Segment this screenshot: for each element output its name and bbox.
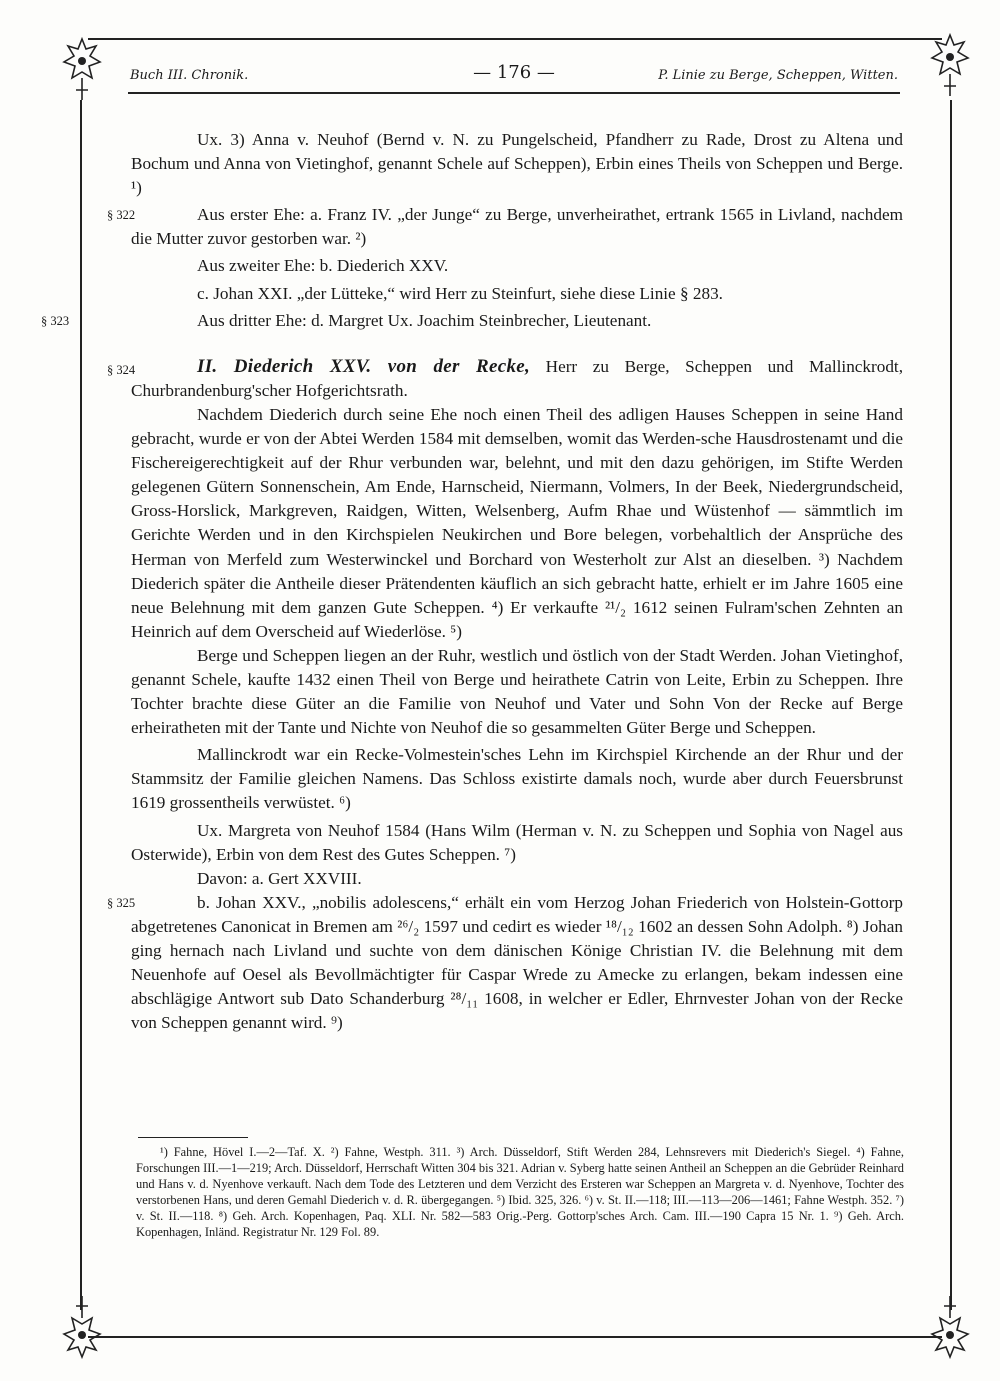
running-header <box>130 64 898 86</box>
paragraph: § 323 Aus dritter Ehe: d. Margret Ux. Joachim Steinbrecher, Lieutenant. <box>131 309 903 333</box>
footnote-rule <box>138 1137 248 1138</box>
page-number: — 176 — <box>473 62 555 83</box>
paragraph: Ux. 3) Anna v. Neuhof (Bernd v. N. zu Pungelscheid, Pfandherr zu Rade, Drost zu Altena und Bochum und Anna von Vietinghof, genannt Schele auf Scheppen), Erbin eines Theils von Scheppen und Berge. ¹) <box>131 130 903 198</box>
paragraph: Berge und Scheppen liegen an der Ruhr, westlich und östlich von der Stadt Werden. Johan Vietinghof, genannt Schele, kaufte 1432 einen Theil von Berge und heirathete Catrin von Leite, Erbin zu Scheppen. Ihre Tochter brachte diese Güter an die Familie von Neuhof und Vater und Sohn Von der Recke auf Berge erheiratheten mit der Tante und Nichte von Neuhof die so gesammelten Güter Berge und Scheppen. <box>131 645 903 738</box>
header-rule <box>128 92 900 94</box>
frame-right <box>950 100 952 1310</box>
corner-ornament-icon <box>920 30 980 100</box>
paragraph: Davon: a. Gert XXVIII. <box>197 868 362 888</box>
paragraph: § 325 b. Johan XXV., „nobilis adolescens,“ erhält ein vom Herzog Johan Friederich von Holstein-Gottorp abgetretenes Canonicat in Bremen am ²⁶/₂ 1597 und cedirt es wieder ¹⁸/₁₂ 1602 an dessen Sohn Adolph. ⁸) Johan ging hernach nach Livland und suchte von dem dänischen Könige Christian IV. die Belehnung mit dem Neuenhofe auf Oesel als Bevollmächtigter für Caspar Wrede zu Amecke zu erlangen, bekam indessen eine abschlägige Antwort sub Dato Schanderburg ²⁸/₁₁ 1608, in welcher er Edler, Ehrnvester Johan von der Recke von Scheppen genannt wird. ⁹) <box>131 891 903 1036</box>
body-text <box>41 128 903 1035</box>
paragraph: Mallinckrodt war ein Recke-Volmestein'sches Lehn im Kirchspiel Kirchende an der Rhur und der Stammsitz der Familie gleichen Namens. Das Schloss existirte damals noch, wurde aber durch Feuersbrunst 1619 grossentheils verwüstet. ⁶) <box>131 745 903 813</box>
corner-ornament-icon <box>52 1292 112 1362</box>
section-ref: § 325 <box>107 895 136 910</box>
footnote-text: ¹) Fahne, Hövel I.—2—Taf. X. ²) Fahne, Westph. 311. ³) Arch. Düsseldorf, Stift Werden 284, Lehnsrevers mit Diederich's Siegel. ⁴) Fahne, Forschungen III.—1—219; Arch. Düsseldorf, Herrschaft Witten 304 bis 321. Adrian v. Syberg hatte seinen Antheil an Scheppen an die Gebrüder Reinhard und Hans v. d. Nyenhove verkauft. Nach dem Tode des Letzteren und dem Verzicht des Ersteren war Scheppen an Margreta v. d. Nyenhove, Tochter des verstorbenen Hans, und deren Gemahl Diederich v. d. R. übergegangen. ⁵) Ibid. 325, 326. ⁶) v. St. II.—118; III.—113—206—1461; Fahne Westph. 352. ⁷) v. St. II.—118. ⁸) Geh. Arch. Kopenhagen, Paq. XLI. Nr. 582—583 Orig.-Perg. Gottorp'sches Arch. Cam. III.—190 Capra 15 Nr. 1. ⁹) Geh. Arch. Kopenhagen, Inländ. Registratur Nr. 129 Fol. 89. <box>136 1145 904 1240</box>
corner-ornament-icon <box>920 1292 980 1362</box>
frame-bottom <box>88 1336 942 1338</box>
section-heading: § 324 II. Diederich XXV. von der Recke, Herr zu Berge, Scheppen und Mallinckrodt, Churbrandenburg'scher Hofgerichtsrath. <box>131 355 903 403</box>
paragraph: Ux. Margreta von Neuhof 1584 (Hans Wilm (Herman v. N. zu Scheppen und Sophia von Nagel aus Osterwide), Erbin von dem Rest des Gutes Scheppen. ⁷) <box>131 820 903 864</box>
section-ref: § 322 <box>107 208 136 223</box>
paragraph: Aus zweiter Ehe: b. Diederich XXV. <box>197 256 449 276</box>
frame-left <box>80 100 82 1310</box>
paragraph: § 322 Aus erster Ehe: a. Franz IV. „der Junge“ zu Berge, unverheirathet, ertrank 1565 in Livland, nachdem die Mutter zuvor gestorben war. ²) <box>131 203 903 251</box>
section-title: II. Diederich XXV. von der Recke, <box>197 355 531 377</box>
section-ref: § 324 <box>107 362 136 377</box>
paragraph: Nachdem Diederich durch seine Ehe noch einen Theil des adligen Hauses Scheppen in seine Hand gebracht, wurde er von der Abtei Werden 1584 mit demselben, womit das Werden-sche Hausdrostenamt und die Fischereigerechtigkeit auf der Rhur verbunden war, belehnt, und mit den dazu gehörigen, im Stifte Werden gelegenen Gütern Sonnenschein, Am Ende, Harnscheid, Niermann, Volmers, In der Beek, Niedergrundscheid, Gross-Horslick, Markgreven, Raidgen, Witten, Welsenberg, Aufm Rhae und Wüstenhof — sämmtlich im Gerichte Werden und in den Kirchspielen Neukirchen und Bore belegen, vorbehaltlich der Ansprüche des Herman von Merfeld zum Westerwinckel und Borchard von Westerholt zur Alst an dieselben. ³) Nachdem Diederich später die Antheile dieser Prätendenten käuflich an sich gebracht hatte, erhielt er im Jahre 1605 eine neue Belehnung mit dem ganzen Gute Scheppen. ⁴) Er verkaufte ²¹/₂ 1612 seinen Fulram'schen Zehnten an Heinrich auf dem Overscheid auf Wiederlöse. ⁵) <box>131 404 903 641</box>
footnotes <box>136 1144 904 1241</box>
header-right: P. Linie zu Berge, Scheppen, Witten. <box>658 68 898 83</box>
frame-top <box>88 38 942 40</box>
paragraph: c. Johan XXI. „der Lütteke,“ wird Herr zu Steinfurt, siehe diese Linie § 283. <box>197 283 723 303</box>
section-ref: § 323 <box>41 313 70 328</box>
corner-ornament-icon <box>52 34 112 104</box>
header-left: Buch III. Chronik. <box>130 68 249 83</box>
